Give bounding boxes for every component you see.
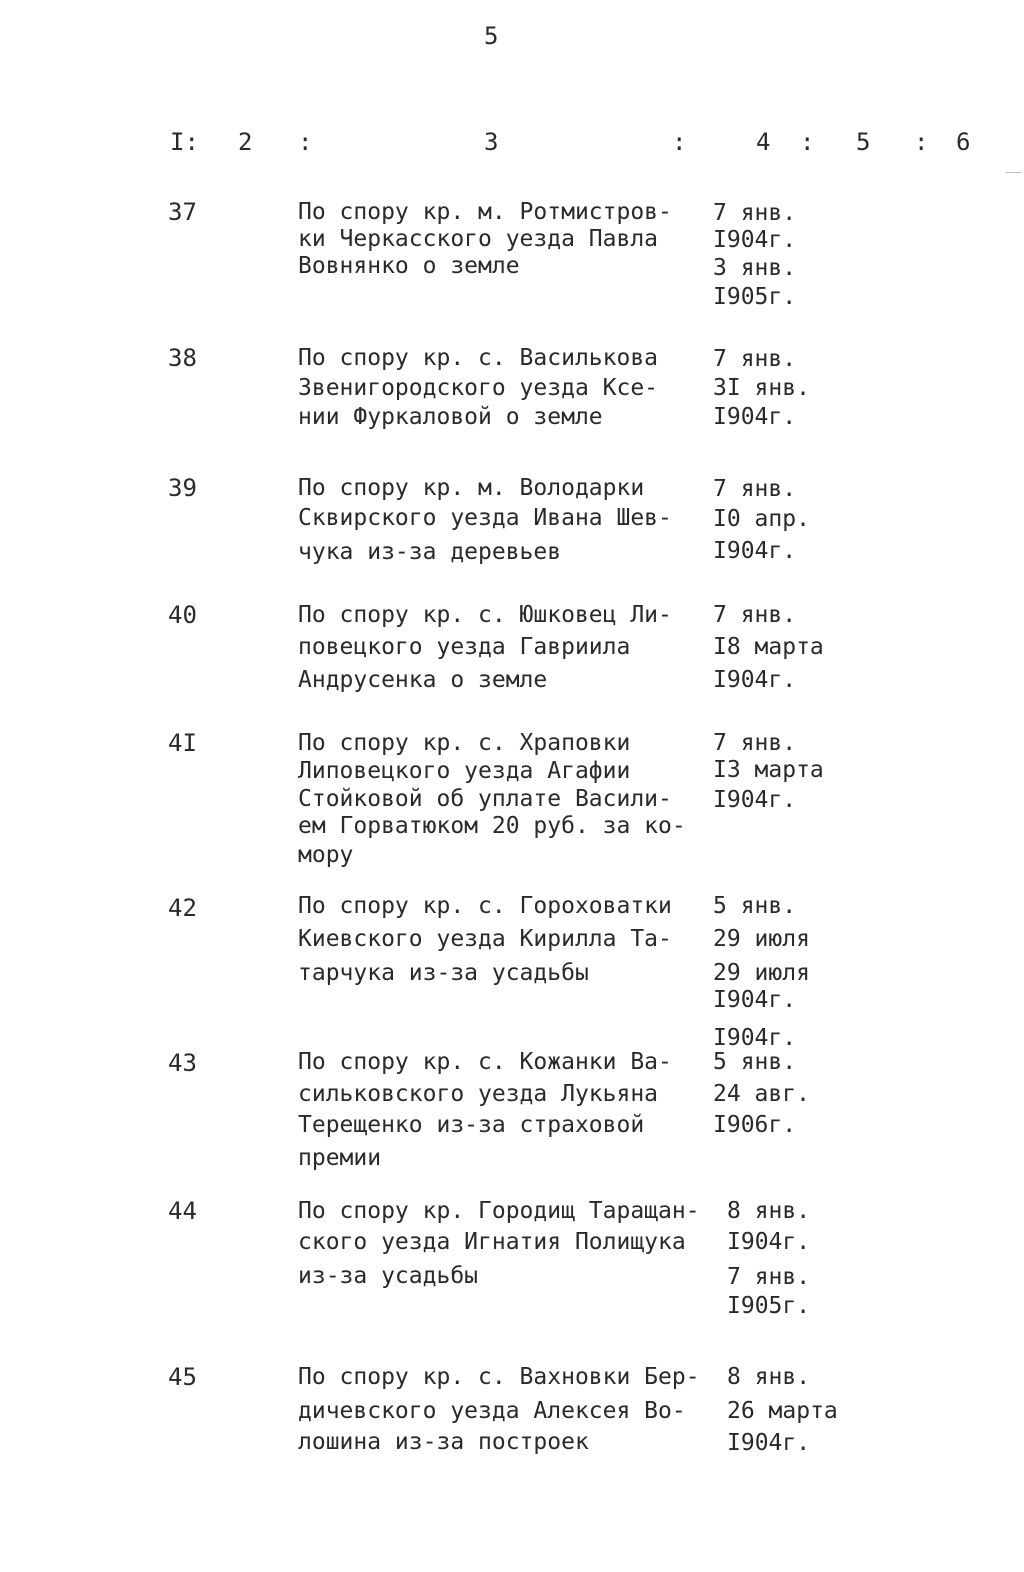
column-header-2: 2: [238, 128, 253, 156]
date-line: I8 марта: [713, 634, 824, 660]
description-line: По спору кр. с. Гороховатки: [298, 893, 672, 919]
date-line: I3 марта: [713, 757, 824, 783]
description-line: Андрусенка о земле: [298, 667, 548, 693]
description-line: нии Фуркаловой о земле: [298, 404, 603, 430]
date-line: I904г.: [727, 1229, 811, 1255]
date-line: I904г.: [713, 1025, 797, 1051]
description-line: Киевского уезда Кирилла Та-: [298, 926, 672, 952]
entry-description: [298, 893, 672, 1023]
description-line: По спору кр. с. Храповки: [298, 730, 631, 756]
description-line: лошина из-за построек: [298, 1429, 589, 1455]
date-line: I904г.: [713, 787, 797, 813]
description-line: Сквирского уезда Ивана Шев-: [298, 505, 672, 531]
entry-description: [298, 1364, 700, 1494]
entry-dates: [713, 346, 810, 476]
description-line: По спору кр. с. Вахновки Бер-: [298, 1364, 700, 1390]
date-line: I905г.: [727, 1293, 811, 1319]
entry-dates: [713, 602, 824, 732]
entry-number: 43: [168, 1049, 197, 1077]
entry-number: 44: [168, 1197, 197, 1225]
entry-number: 42: [168, 894, 197, 922]
date-line: 7 янв.: [713, 346, 797, 372]
description-line: тарчука из-за усадьбы: [298, 960, 589, 986]
description-line: ем Горватюком 20 руб. за ко-: [298, 813, 686, 839]
description-line: По спору кр. м. Володарки: [298, 475, 645, 501]
description-line: Звенигородского уезда Ксе-: [298, 375, 659, 401]
entry-number: 45: [168, 1363, 197, 1391]
date-line: 7 янв.: [713, 200, 797, 226]
column-separator: :: [914, 128, 929, 156]
date-line: I904г.: [713, 538, 797, 564]
date-line: I906г.: [713, 1112, 797, 1138]
entry-description: [298, 602, 672, 732]
date-line: 7 янв.: [727, 1264, 811, 1290]
date-line: 26 марта: [727, 1398, 838, 1424]
entry-dates: [713, 1198, 811, 1354]
date-line: I0 апр.: [713, 506, 810, 532]
description-line: повецкого уезда Гавриила: [298, 634, 631, 660]
column-separator: :: [672, 128, 687, 156]
entry-description: [298, 475, 672, 605]
date-line: 3I янв.: [713, 375, 810, 401]
date-line: 7 янв.: [713, 476, 797, 502]
column-header-1: I:: [170, 128, 199, 156]
date-line: 29 июля: [713, 926, 810, 952]
column-separator: :: [298, 128, 313, 156]
description-line: чука из-за деревьев: [298, 539, 562, 565]
date-line: I904г.: [713, 404, 797, 430]
description-line: Стойковой об уплате Васили-: [298, 786, 672, 812]
description-line: ки Черкасского уезда Павла: [298, 226, 659, 252]
date-line: I904г.: [713, 227, 797, 253]
page-number: 5: [484, 22, 499, 50]
date-line: 5 янв.: [713, 893, 797, 919]
date-line: 7 янв.: [713, 602, 797, 628]
description-line: По спору кр. Городищ Таращан-: [298, 1198, 700, 1224]
entry-dates: [713, 1049, 810, 1179]
entry-dates: [713, 1364, 838, 1494]
entry-number: 4I: [168, 729, 197, 757]
entry-dates: [713, 730, 824, 860]
entry-dates: [713, 200, 797, 356]
column-header-6: 6: [956, 128, 971, 156]
date-line: 8 янв.: [727, 1364, 811, 1390]
description-line: премии: [298, 1145, 382, 1171]
date-line: I905г.: [713, 284, 797, 310]
entry-dates: [713, 476, 810, 606]
description-line: мору: [298, 842, 354, 868]
date-line: I904г.: [713, 987, 797, 1013]
entry-number: 38: [168, 344, 197, 372]
entry-description: [298, 345, 659, 475]
entry-description: [298, 1049, 672, 1205]
description-line: По спору кр. м. Ротмистров-: [298, 199, 672, 225]
description-line: из-за усадьбы: [298, 1263, 479, 1289]
description-line: сильковского уезда Лукьяна: [298, 1081, 659, 1107]
description-line: ского уезда Игнатия Полищука: [298, 1229, 686, 1255]
entry-number: 37: [168, 198, 197, 226]
description-line: По спору кр. с. Кожанки Ва-: [298, 1049, 672, 1075]
date-line: 3 янв.: [713, 255, 797, 281]
description-line: Липовецкого уезда Агафии: [298, 758, 631, 784]
entry-number: 40: [168, 601, 197, 629]
date-line: 24 авг.: [713, 1081, 810, 1107]
description-line: дичевского уезда Алексея Во-: [298, 1398, 686, 1424]
description-line: Терещенко из-за страховой: [298, 1112, 645, 1138]
date-line: 8 янв.: [727, 1198, 811, 1224]
entry-description: [298, 1198, 700, 1328]
margin-mark: [1006, 172, 1022, 173]
column-header-4: 4: [756, 128, 771, 156]
date-line: 7 янв.: [713, 730, 797, 756]
date-line: I904г.: [727, 1430, 811, 1456]
description-line: По спору кр. с. Василькова: [298, 345, 659, 371]
date-line: 29 июля: [713, 960, 810, 986]
column-separator: :: [800, 128, 815, 156]
description-line: Вовнянко о земле: [298, 253, 520, 279]
column-header-3: 3: [484, 128, 499, 156]
entry-dates: [713, 893, 810, 1075]
description-line: По спору кр. с. Юшковец Ли-: [298, 602, 672, 628]
entry-description: [298, 199, 672, 329]
entry-number: 39: [168, 474, 197, 502]
column-header-5: 5: [856, 128, 871, 156]
date-line: I904г.: [713, 667, 797, 693]
date-line: 5 янв.: [713, 1049, 797, 1075]
